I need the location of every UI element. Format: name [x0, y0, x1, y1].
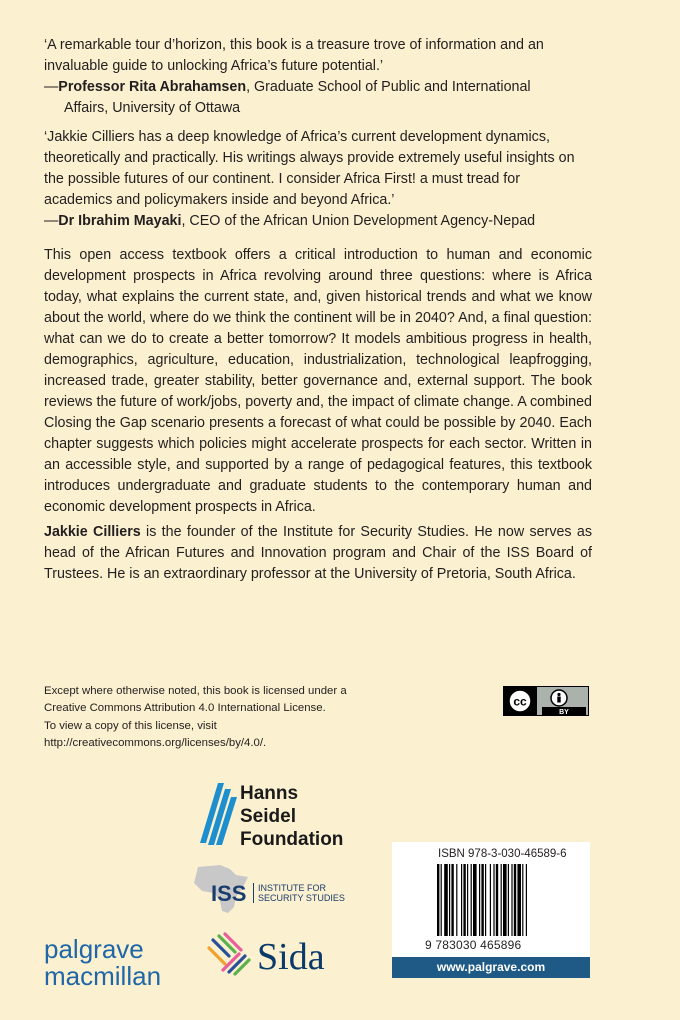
isbn-label: ISBN 978-3-030-46589-6	[438, 848, 567, 860]
hsf-logo-text: Hanns Seidel Foundation	[240, 783, 344, 850]
iss-logo-text: INSTITUTE FOR SECURITY STUDIES	[253, 883, 345, 903]
barcode-bar	[473, 864, 477, 936]
hsf-logo-icon	[198, 783, 238, 845]
barcode-digits: 9 783030 465896	[425, 938, 522, 952]
license-url[interactable]: http://creativecommons.org/licenses/by/4.0/.	[44, 736, 267, 749]
barcode-bar	[467, 864, 468, 936]
barcode-bar	[479, 864, 480, 936]
quote-attribution: —Professor Rita Abrahamsen, Graduate School of Public and International	[44, 79, 531, 95]
barcode-bar	[517, 864, 521, 936]
barcode-bar	[451, 864, 453, 936]
barcode-bar	[496, 864, 498, 936]
book-description: This open access textbook offers a critical introduction to human and economic development prospects in Africa revolving around three questions: where is Africa today, what explains the current state, and, given historical trends and what we know about the world, where do we think the continent will be in 2040? And, a final question: what can we do to create a better tomorrow? It models ambitious progress in health, demographics, agriculture, education, industrialization, technological leapfrogging, increased trade, greater stability, better governance and, external support. The book reviews the future of work/jobs, poverty and, the impact of climate change. A combined Closing the Gap scenario presents a forecast of what could be possible by 2040. Each chapter suggests which policies might accelerate prospects for each sector. Written in an accessible style, and supported by a range of pedagogical features, this textbook introduces undergraduate and graduate students to the contemporary human and economic development prospects in Africa.	[44, 247, 592, 515]
quote-text: ‘A remarkable tour d’horizon, this book is a treasure trove of information and an invaluable guide to unlocking Africa’s future potential.’	[44, 37, 544, 74]
cc-by-badge	[503, 686, 589, 716]
barcode-bar	[463, 864, 465, 936]
barcode-bar	[481, 864, 483, 936]
barcode-bar	[471, 864, 472, 936]
quote-attribution: —Dr Ibrahim Mayaki, CEO of the African Union Development Agency-Nepad	[44, 213, 536, 229]
palgrave-logo: palgrave macmillan	[44, 934, 162, 991]
by-label: BY	[559, 709, 569, 715]
barcode-bar	[444, 864, 448, 936]
sida-logo-icon	[205, 932, 253, 976]
barcode-bars	[436, 864, 564, 936]
sida-logo-text: Sida	[257, 936, 325, 978]
cc-icon: cc	[513, 694, 527, 709]
quote-mayaki	[44, 127, 592, 232]
barcode-bar	[503, 864, 507, 936]
barcode-bar	[508, 864, 509, 936]
author-bio: Jakkie Cilliers is the founder of the Institute for Security Studies. He now serves as head of the African Futures and Innovation program and Chair of the ISS Board of Trustees. He is an extraordinary professor at the University of Pretoria, South Africa.	[44, 524, 592, 582]
barcode-bar	[456, 864, 457, 936]
barcode-bar	[461, 864, 462, 936]
quote-author: Dr Ibrahim Mayaki	[58, 213, 182, 229]
barcode-bar	[441, 864, 442, 936]
quote-author: Professor Rita Abrahamsen	[58, 79, 247, 95]
quote-text: ‘Jakkie Cilliers has a deep knowledge of Africa’s current development dynamics, theoretically and practically. His writings always provide extremely useful insights on the possible futures of our continent. I consider Africa First! a must tread for academics and policymakers inside and beyond Africa.’	[44, 129, 575, 208]
barcode-bar	[437, 864, 439, 936]
quote-affiliation-cont: Affairs, University of Ottawa	[64, 100, 241, 116]
barcode-bar	[449, 864, 450, 936]
barcode-bar	[490, 864, 491, 936]
quote-rita	[44, 35, 592, 119]
barcode-bar	[501, 864, 502, 936]
barcode-bar	[485, 864, 486, 936]
barcode-bar	[493, 864, 494, 936]
barcode-bar	[514, 864, 516, 936]
publisher-url[interactable]: www.palgrave.com	[392, 957, 590, 978]
barcode-bar	[522, 864, 523, 936]
license-text: Except where otherwise noted, this book is licensed under a Creative Commons Attribution 4.0 International License. To view a copy of this license, visit http://creativecommons.org/licenses/by/4.0/.	[44, 683, 374, 752]
barcode-bar	[511, 864, 512, 936]
author-name: Jakkie Cilliers	[44, 524, 141, 540]
barcode-bar	[526, 864, 527, 936]
iss-acronym: ISS	[211, 881, 247, 906]
